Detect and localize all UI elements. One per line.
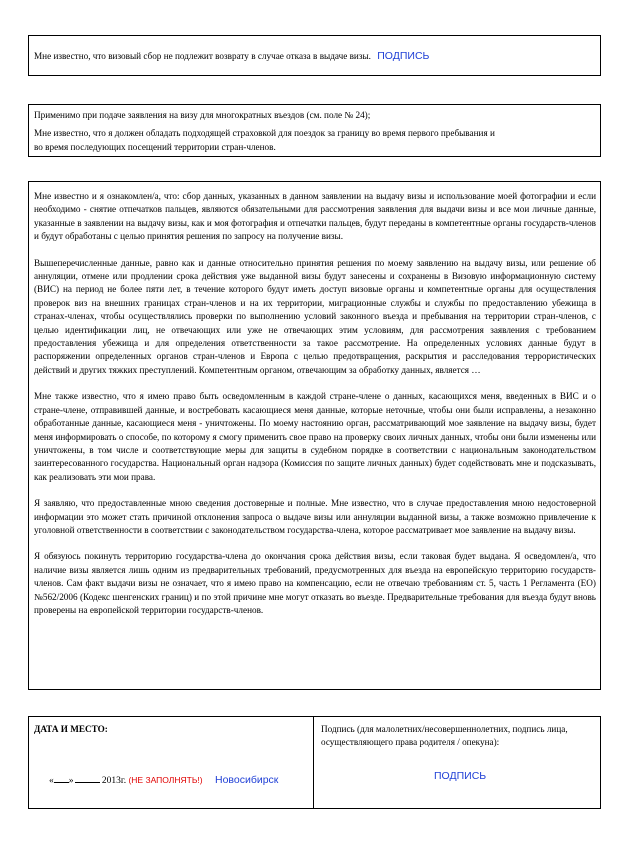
- date-place-label: ДАТА И МЕСТО:: [34, 724, 108, 734]
- date-signature-box: [28, 716, 601, 809]
- visa-fee-notice: [34, 50, 429, 63]
- consent-paragraph-2: Вышеперечисленные данные, равно как и данные относительно принятия решения по моему заявлению на выдачу визы, или решение об аннуляции, отмене или продлении срока действия уже выданной визы будут занесены и сохранены в Визовую информационную систему (ВИС) на период не более пяти лет, в течение которого будут иметь доступ визовые органы и компетентные органы для осуществления проверок виз на внешних границах стран-членов и на их территории, миграционные службы и службы по предоставлению убежища в странах-членах, чтобы осуществлялись проверки по выполнению условий законного въезда и пребывания на территории стран-членов, с целью идентификации лиц, не отвечающих или уже не отвечающих этим условиям, для рассмотрения заявления с требованием предоставления убежища и для определения ответственности за такое рассмотрение. На определенных условиях данные будут в распоряжении определенных органов стран-членов и Европа с целью предотвращения, раскрытия и расследования террористических действий и других тяжких преступлений. Компетентным органом, отвечающим за обработку данных, является …: [34, 257, 596, 375]
- applicant-signature: ПОДПИСЬ: [434, 770, 487, 782]
- insurance-note: Мне известно, что я должен обладать подходящей страховкой для поездок за границу во время первого пребывания и во время последующих посещений территории стран-членов.: [34, 128, 495, 152]
- city-text: Новосибирск: [214, 774, 279, 786]
- consent-paragraph-5: Я обязуюсь покинуть территорию государства-члена до окончания срока действия визы, если таковая будет выдана. Я осведомлен/а, что наличие визы является лишь одним из предварительных требований, предусмотренных для въезда на европейскую территорию государств-членов. Сам факт выдачи визы не означает, что я имею право на компенсацию, если не отвечаю требованиям ст. 5, часть 1 Регламента (ЕО) №562/2006 (Кодекс шенгенских границ) и по этой причине мне могут отказать во въезде. Предварительные требования для въезда будут вновь проверены на европейской территории государств-членов.: [34, 551, 596, 615]
- consent-paragraph-3: Мне также известно, что я имею право быть осведомленным в каждой стране-члене о данных, касающихся меня, введенных в ВИС и о стране-члене, отправившей данные, и востребовать касающиеся меня данные, которые неточные, чтобы они были исправлены, а незаконно обработанные данные, касающиеся меня - уничтожены. По моему настоянию орган, рассматривающий мое заявление на выдачу визы, будет меня информировать о способе, по которому я смогу применить свое право на проверку своих личных данных, чтобы они были изменены или уничтожены, в том числе и соответствующие меры для защиты в судебном порядке в соответствии с национальным законодательством заинтересованного государства. Национальный орган надзора (Комиссия по защите личных данных) будет содействовать мне и подсказывать, как реализовать эти мои права.: [34, 391, 596, 482]
- date-open-quote: «: [49, 776, 54, 786]
- visa-fee-notice-box: [28, 35, 601, 76]
- year-text: 2013г.: [101, 776, 127, 786]
- date-close-quote: »: [68, 776, 74, 786]
- guardian-signature-caption: Подпись (для малолетних/несовершеннолетних, подпись лица, осуществляющего права родителя / опекуна):: [321, 724, 568, 748]
- consent-paragraph-4: Я заявляю, что предоставленные мною сведения достоверные и полные. Мне известно, что в случае предоставления мною недостоверной информации это может стать причиной отклонения запроса о выдаче визы или аннуляции выданной визы, а также возможно привлечение к уголовной ответственности в соответствии с законодательством государства-члена, которое рассматривает мое заявление на выдачу визы.: [34, 498, 596, 535]
- date-place-line: [49, 773, 278, 786]
- month-field[interactable]: [75, 773, 100, 783]
- visa-fee-signature: ПОДПИСЬ: [377, 50, 430, 62]
- visa-fee-notice-text: Мне известно, что визовый сбор не подлежит возврату в случае отказа в выдаче визы.: [34, 51, 371, 61]
- insurance-notice-box: [28, 104, 601, 157]
- consent-paragraph-1: Мне известно и я ознакомлен/а, что: сбор данных, указанных в данном заявлении на выдачу визы и использование моей фотографии и если необходимо - снятие отпечатков пальцев, являются обязательными для рассмотрения заявления для выдачи визы и все мои личные данные, указанные в заявлении на выдачу визы, как и моя фотография и отпечатки пальцев, будут переданы в компетентные органы государств-членов и будут обработаны с целью принятия решения по запросу на получение визы.: [34, 191, 596, 242]
- day-field[interactable]: [54, 773, 69, 783]
- do-not-fill-note: (НЕ ЗАПОЛНЯТЬ!): [128, 775, 203, 785]
- multiple-entry-note: Применимо при подаче заявления на визу для многократных въездов (см. поле № 24);: [34, 110, 371, 120]
- data-consent-box: [28, 181, 601, 690]
- column-divider: [313, 717, 314, 808]
